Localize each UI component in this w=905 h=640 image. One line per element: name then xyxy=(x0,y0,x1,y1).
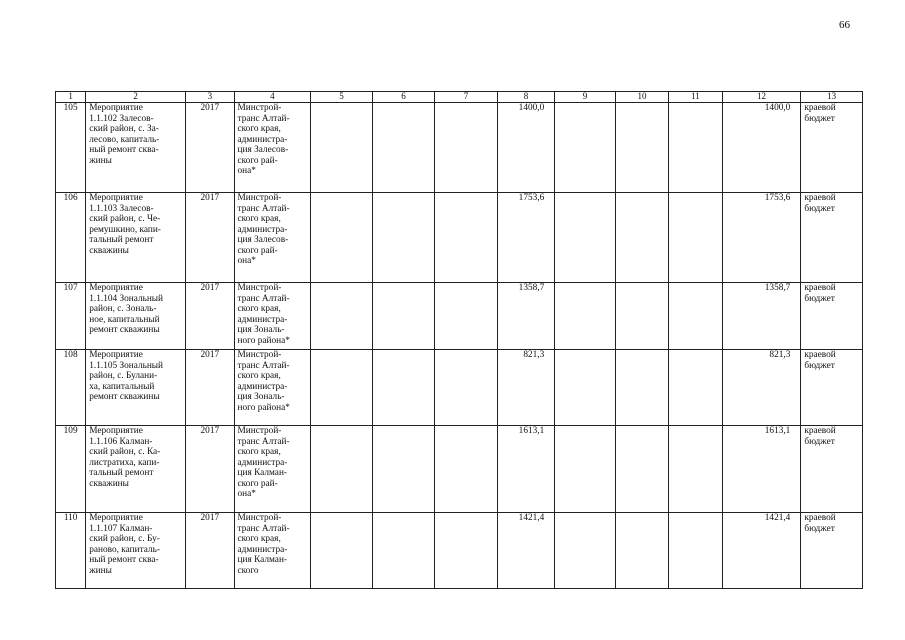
executor-line: Минстрой- xyxy=(237,193,282,203)
executor-line: ция Калман- xyxy=(237,468,288,478)
executor xyxy=(234,350,311,426)
col-header: 6 xyxy=(372,92,435,103)
col-header: 11 xyxy=(669,92,722,103)
empty-cell xyxy=(435,350,498,426)
activity-description-line: Мероприятие xyxy=(89,193,143,203)
row-number: 108 xyxy=(56,350,86,426)
executor-line: ского рай- xyxy=(237,478,278,489)
amount-col-12: 1421,4 xyxy=(722,513,801,589)
amount-col-12: 1613,1 xyxy=(722,426,801,513)
empty-cell xyxy=(435,513,498,589)
activity-description-line: листратиха, капи- xyxy=(89,457,160,468)
activity-description-line: тальный ремонт xyxy=(89,468,154,478)
funding-source-line: бюджет xyxy=(804,436,835,447)
executor-line: транс Алтай- xyxy=(237,523,290,534)
executor-line: Минстрой- xyxy=(237,426,282,436)
funding-source-line: бюджет xyxy=(804,293,835,304)
empty-cell xyxy=(669,283,722,350)
executor xyxy=(234,193,311,283)
col-header: 13 xyxy=(801,92,863,103)
empty-cell xyxy=(555,193,616,283)
executor-line: ского края, xyxy=(237,447,281,457)
activity-description-line: 1.1.106 Калман- xyxy=(89,436,153,447)
amount-col-8: 1400,0 xyxy=(497,103,554,193)
empty-cell xyxy=(555,283,616,350)
funding-source xyxy=(801,426,863,513)
executor-line: транс Алтай- xyxy=(237,113,290,124)
table-row xyxy=(56,103,863,193)
empty-cell xyxy=(311,426,373,513)
amount-col-12: 1753,6 xyxy=(722,193,801,283)
header-row xyxy=(56,92,863,103)
empty-cell xyxy=(311,103,373,193)
funding-source-line: краевой xyxy=(804,426,836,436)
year: 2017 xyxy=(186,350,234,426)
executor-line: ного района* xyxy=(237,335,290,346)
funding-source-line: краевой xyxy=(804,193,836,203)
executor-line: ского края, xyxy=(237,304,281,314)
activity-description-line: 1.1.105 Зональный xyxy=(89,360,164,371)
executor xyxy=(234,513,311,589)
activity-description-line: жины xyxy=(89,155,112,166)
executor-line: администра- xyxy=(237,314,288,325)
program-table xyxy=(55,91,863,589)
empty-cell xyxy=(669,350,722,426)
activity-description-line: ное, капитальный xyxy=(89,314,160,325)
executor-line: ция Залесов- xyxy=(237,235,289,245)
activity-description-line: ный ремонт сква- xyxy=(89,555,159,565)
amount-col-12: 1358,7 xyxy=(722,283,801,350)
funding-source-line: бюджет xyxy=(804,113,835,124)
activity-description xyxy=(86,103,186,193)
activity-description-line: раново, капиталь- xyxy=(89,544,160,555)
executor-line: ского рай- xyxy=(237,245,278,256)
activity-description-line: 1.1.102 Залесов- xyxy=(89,113,154,124)
year: 2017 xyxy=(186,193,234,283)
executor-line: транс Алтай- xyxy=(237,360,290,371)
empty-cell xyxy=(615,426,668,513)
table-row xyxy=(56,193,863,283)
table-row xyxy=(56,350,863,426)
empty-cell xyxy=(615,193,668,283)
activity-description-line: ремонт скважины xyxy=(89,392,160,402)
funding-source-line: краевой xyxy=(804,513,836,523)
empty-cell xyxy=(372,103,435,193)
empty-cell xyxy=(669,103,722,193)
activity-description-line: 1.1.107 Калман- xyxy=(89,523,153,534)
executor-line: администра- xyxy=(237,224,288,235)
activity-description xyxy=(86,426,186,513)
empty-cell xyxy=(372,426,435,513)
executor-line: администра- xyxy=(237,544,288,555)
activity-description xyxy=(86,350,186,426)
funding-source xyxy=(801,513,863,589)
funding-source xyxy=(801,350,863,426)
activity-description-line: 1.1.104 Зональный xyxy=(89,293,164,304)
activity-description-line: Мероприятие xyxy=(89,513,143,523)
activity-description xyxy=(86,513,186,589)
activity-description-line: ремонт скважины xyxy=(89,325,160,335)
executor-line: администра- xyxy=(237,134,288,145)
empty-cell xyxy=(669,513,722,589)
executor-line: ция Зональ- xyxy=(237,325,285,335)
table-row xyxy=(56,426,863,513)
executor-line: она* xyxy=(237,256,256,266)
col-header: 1 xyxy=(56,92,86,103)
activity-description xyxy=(86,283,186,350)
row-number: 105 xyxy=(56,103,86,193)
empty-cell xyxy=(311,193,373,283)
executor-line: ного района* xyxy=(237,402,290,413)
empty-cell xyxy=(435,103,498,193)
empty-cell xyxy=(555,426,616,513)
activity-description-line: скважины xyxy=(89,478,129,489)
page-number: 66 xyxy=(839,19,850,31)
executor xyxy=(234,103,311,193)
empty-cell xyxy=(615,513,668,589)
executor-line: ского края, xyxy=(237,371,281,381)
col-header: 5 xyxy=(311,92,373,103)
empty-cell xyxy=(372,350,435,426)
empty-cell xyxy=(372,193,435,283)
executor-line: ция Калман- xyxy=(237,555,288,565)
activity-description-line: район, с. Зональ- xyxy=(89,304,157,314)
activity-description-line: жины xyxy=(89,565,112,576)
row-number: 106 xyxy=(56,193,86,283)
empty-cell xyxy=(311,283,373,350)
amount-col-12: 1400,0 xyxy=(722,103,801,193)
empty-cell xyxy=(615,283,668,350)
executor-line: транс Алтай- xyxy=(237,203,290,214)
amount-col-8: 1753,6 xyxy=(497,193,554,283)
executor-line: ского xyxy=(237,565,259,576)
empty-cell xyxy=(311,513,373,589)
amount-col-8: 1421,4 xyxy=(497,513,554,589)
activity-description xyxy=(86,193,186,283)
row-number: 107 xyxy=(56,283,86,350)
executor-line: ского края, xyxy=(237,214,281,224)
executor-line: транс Алтай- xyxy=(237,293,290,304)
funding-source-line: краевой xyxy=(804,283,836,293)
amount-col-8: 821,3 xyxy=(497,350,554,426)
activity-description-line: ский район, с. Бу- xyxy=(89,534,160,544)
activity-description-line: ха, капитальный xyxy=(89,381,155,392)
funding-source-line: бюджет xyxy=(804,203,835,214)
amount-col-8: 1613,1 xyxy=(497,426,554,513)
activity-description-line: ный ремонт сква- xyxy=(89,145,159,155)
col-header: 8 xyxy=(497,92,554,103)
executor-line: ского края, xyxy=(237,534,281,544)
activity-description-line: ский район, с. Че- xyxy=(89,214,161,224)
funding-source xyxy=(801,103,863,193)
table-row xyxy=(56,283,863,350)
year: 2017 xyxy=(186,103,234,193)
activity-description-line: ский район, с. Ка- xyxy=(89,447,161,457)
executor-line: ского края, xyxy=(237,124,281,134)
empty-cell xyxy=(555,350,616,426)
empty-cell xyxy=(435,283,498,350)
empty-cell xyxy=(615,350,668,426)
funding-source-line: бюджет xyxy=(804,523,835,534)
executor xyxy=(234,426,311,513)
empty-cell xyxy=(435,426,498,513)
executor-line: Минстрой- xyxy=(237,350,282,360)
activity-description-line: Мероприятие xyxy=(89,350,143,360)
activity-description-line: Мероприятие xyxy=(89,426,143,436)
executor-line: ского рай- xyxy=(237,155,278,166)
activity-description-line: ремушкино, капи- xyxy=(89,224,161,235)
amount-col-12: 821,3 xyxy=(722,350,801,426)
year: 2017 xyxy=(186,513,234,589)
col-header: 12 xyxy=(722,92,801,103)
amount-col-8: 1358,7 xyxy=(497,283,554,350)
empty-cell xyxy=(555,103,616,193)
executor-line: транс Алтай- xyxy=(237,436,290,447)
executor-line: Минстрой- xyxy=(237,283,282,293)
empty-cell xyxy=(615,103,668,193)
activity-description-line: Мероприятие xyxy=(89,283,143,293)
activity-description-line: лесово, капиталь- xyxy=(89,134,160,145)
col-header: 2 xyxy=(86,92,186,103)
activity-description-line: Мероприятие xyxy=(89,103,143,113)
funding-source-line: краевой xyxy=(804,103,836,113)
executor-line: Минстрой- xyxy=(237,513,282,523)
activity-description-line: 1.1.103 Залесов- xyxy=(89,203,154,214)
col-header: 9 xyxy=(555,92,616,103)
col-header: 10 xyxy=(615,92,668,103)
executor xyxy=(234,283,311,350)
col-header: 7 xyxy=(435,92,498,103)
funding-source-line: бюджет xyxy=(804,360,835,371)
activity-description-line: ский район, с. За- xyxy=(89,124,159,134)
row-number: 109 xyxy=(56,426,86,513)
funding-source xyxy=(801,283,863,350)
executor-line: она* xyxy=(237,166,256,176)
empty-cell xyxy=(372,283,435,350)
executor-line: администра- xyxy=(237,457,288,468)
empty-cell xyxy=(311,350,373,426)
funding-source-line: краевой xyxy=(804,350,836,360)
col-header: 4 xyxy=(234,92,311,103)
empty-cell xyxy=(555,513,616,589)
executor-line: ция Зональ- xyxy=(237,392,285,402)
executor-line: Минстрой- xyxy=(237,103,282,113)
activity-description-line: скважины xyxy=(89,245,129,256)
executor-line: она* xyxy=(237,489,256,499)
empty-cell xyxy=(669,426,722,513)
activity-description-line: район, с. Булани- xyxy=(89,371,158,381)
empty-cell xyxy=(435,193,498,283)
executor-line: администра- xyxy=(237,381,288,392)
col-header: 3 xyxy=(186,92,234,103)
table-row xyxy=(56,513,863,589)
activity-description-line: тальный ремонт xyxy=(89,235,154,245)
executor-line: ция Залесов- xyxy=(237,145,289,155)
empty-cell xyxy=(669,193,722,283)
year: 2017 xyxy=(186,426,234,513)
year: 2017 xyxy=(186,283,234,350)
funding-source xyxy=(801,193,863,283)
row-number: 110 xyxy=(56,513,86,589)
empty-cell xyxy=(372,513,435,589)
